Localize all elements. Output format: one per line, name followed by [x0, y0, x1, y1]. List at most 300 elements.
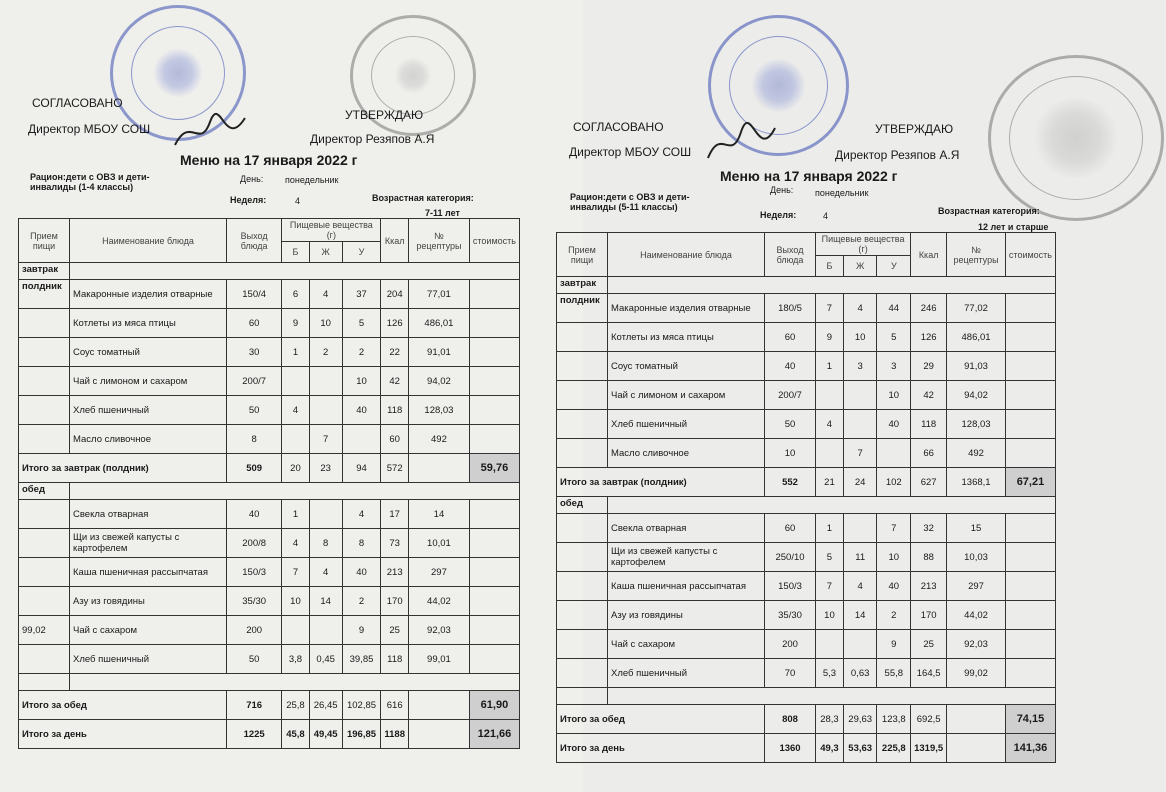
table-cell: Итого за день: [557, 734, 765, 763]
table-cell: 616: [381, 691, 409, 720]
table-cell: [19, 645, 70, 674]
table-cell: 37: [342, 280, 381, 309]
table-cell: 246: [911, 294, 947, 323]
table-cell: 10: [816, 601, 844, 630]
table-cell: [19, 674, 70, 691]
table-cell: 3,8: [282, 645, 309, 674]
table-cell: 50: [227, 396, 282, 425]
table-cell: 4: [843, 572, 877, 601]
table-cell: 8: [227, 425, 282, 454]
table-cell: 7: [843, 439, 877, 468]
table-cell: 44,02: [947, 601, 1006, 630]
col-cost: стоимость: [1005, 233, 1055, 277]
table-cell: 50: [765, 410, 816, 439]
table-cell: 55,8: [877, 659, 911, 688]
table-cell: [1005, 323, 1055, 352]
table-cell: Котлеты из мяса птицы: [608, 323, 765, 352]
table-cell: Итого за обед: [557, 705, 765, 734]
table-cell: [608, 497, 1056, 514]
table-cell: 297: [947, 572, 1006, 601]
table-cell: 9: [282, 309, 309, 338]
table-row: [557, 410, 1056, 439]
col-u: У: [342, 242, 381, 263]
table-row: [557, 543, 1056, 572]
table-cell: 9: [877, 630, 911, 659]
table-cell: 25: [381, 616, 409, 645]
table-cell: 44: [877, 294, 911, 323]
table-cell: 9: [816, 323, 844, 352]
table-cell: [469, 645, 519, 674]
table-cell: Свекла отварная: [608, 514, 765, 543]
table-cell: 49,3: [816, 734, 844, 763]
table-cell: 20: [282, 454, 309, 483]
age-label: Возрастная категория:: [372, 193, 474, 203]
table-cell: 213: [381, 558, 409, 587]
table-cell: 42: [381, 367, 409, 396]
table-cell: [843, 381, 877, 410]
table-cell: [469, 396, 519, 425]
week-value: 4: [823, 211, 829, 221]
table-cell: [19, 338, 70, 367]
table-cell: Каша пшеничная рассыпчатая: [608, 572, 765, 601]
col-zh: Ж: [843, 256, 877, 277]
table-cell: [409, 454, 470, 483]
table-cell: [469, 338, 519, 367]
table-cell: 10: [342, 367, 381, 396]
table-cell: 40: [342, 558, 381, 587]
table-cell: 42: [911, 381, 947, 410]
table-cell: [843, 410, 877, 439]
table-cell: [557, 323, 608, 352]
table-cell: [409, 691, 470, 720]
table-cell: Азу из говядины: [608, 601, 765, 630]
table-cell: 4: [342, 500, 381, 529]
table-cell: 40: [342, 396, 381, 425]
table-cell: 49,45: [309, 720, 342, 749]
table-cell: Хлеб пшеничный: [70, 645, 227, 674]
table-cell: 2: [342, 338, 381, 367]
table-row: [557, 630, 1056, 659]
col-meal: Прием пищи: [19, 219, 70, 263]
table-row: [19, 338, 520, 367]
table-cell: [557, 630, 608, 659]
table-cell: [19, 367, 70, 396]
week-label: Неделя:: [760, 210, 797, 220]
table-cell: 50: [227, 645, 282, 674]
table-cell: [557, 381, 608, 410]
table-cell: 225,8: [877, 734, 911, 763]
table-cell: 4: [282, 396, 309, 425]
table-cell: 29,63: [843, 705, 877, 734]
table-cell: [282, 616, 309, 645]
lunch-cost: 74,15: [1005, 705, 1055, 734]
table-cell: 126: [381, 309, 409, 338]
table-cell: 118: [381, 645, 409, 674]
breakfast-total-row: [557, 468, 1056, 497]
meal-afternoon: полдник: [557, 294, 608, 323]
table-cell: [19, 529, 70, 558]
table-cell: 60: [765, 323, 816, 352]
table-cell: 3: [877, 352, 911, 381]
col-meal: Прием пищи: [557, 233, 608, 277]
table-cell: 250/10: [765, 543, 816, 572]
table-cell: [947, 705, 1006, 734]
table-cell: [557, 601, 608, 630]
table-cell: [469, 587, 519, 616]
table-cell: 196,85: [342, 720, 381, 749]
week-value: 4: [295, 196, 301, 206]
table-cell: 180/5: [765, 294, 816, 323]
table-cell: 4: [843, 294, 877, 323]
table-cell: 40: [877, 572, 911, 601]
table-cell: [469, 425, 519, 454]
table-cell: 102,85: [342, 691, 381, 720]
table-cell: [469, 500, 519, 529]
table-cell: Соус томатный: [70, 338, 227, 367]
col-recipe: № рецептуры: [947, 233, 1006, 277]
table-row: [19, 645, 520, 674]
table-cell: 28,3: [816, 705, 844, 734]
table-cell: [309, 616, 342, 645]
director-signature: [170, 110, 250, 155]
table-cell: [843, 630, 877, 659]
table-cell: 73: [381, 529, 409, 558]
table-cell: 128,03: [409, 396, 470, 425]
table-cell: [309, 396, 342, 425]
table-cell: Чай с сахаром: [70, 616, 227, 645]
table-cell: 60: [227, 309, 282, 338]
table-cell: 123,8: [877, 705, 911, 734]
table-cell: 2: [877, 601, 911, 630]
table-cell: 29: [911, 352, 947, 381]
table-row: [557, 352, 1056, 381]
table-cell: 7: [309, 425, 342, 454]
table-cell: Итого за обед: [19, 691, 227, 720]
ration-label: Рацион:дети с ОВЗ и дети-инвалиды (1-4 классы): [30, 172, 150, 192]
table-cell: 2: [309, 338, 342, 367]
table-cell: Соус томатный: [608, 352, 765, 381]
menu-table: [556, 232, 1056, 763]
breakfast-cost: 59,76: [469, 454, 519, 483]
table-cell: 118: [911, 410, 947, 439]
table-cell: 88: [911, 543, 947, 572]
agreed-label: СОГЛАСОВАНО: [573, 120, 664, 134]
table-cell: [469, 280, 519, 309]
table-cell: 126: [911, 323, 947, 352]
table-cell: 4: [282, 529, 309, 558]
table-cell: 4: [816, 410, 844, 439]
table-cell: [282, 425, 309, 454]
table-cell: 10: [877, 543, 911, 572]
lunch-side-value: 99,02: [19, 616, 70, 645]
table-cell: 213: [911, 572, 947, 601]
table-cell: 26,45: [309, 691, 342, 720]
table-cell: 14: [409, 500, 470, 529]
day-total-row: [557, 734, 1056, 763]
table-cell: 1188: [381, 720, 409, 749]
table-row: [557, 439, 1056, 468]
table-cell: 200/8: [227, 529, 282, 558]
lunch-total-row: [19, 691, 520, 720]
table-cell: 60: [381, 425, 409, 454]
table-cell: Хлеб пшеничный: [70, 396, 227, 425]
table-row: [19, 425, 520, 454]
table-cell: 692,5: [911, 705, 947, 734]
table-cell: 25: [911, 630, 947, 659]
table-cell: 486,01: [409, 309, 470, 338]
table-cell: 77,02: [947, 294, 1006, 323]
table-cell: Хлеб пшеничный: [608, 659, 765, 688]
table-cell: 150/3: [765, 572, 816, 601]
age-value: 12 лет и старше: [978, 222, 1049, 232]
table-cell: [816, 381, 844, 410]
table-cell: [557, 572, 608, 601]
table-cell: 4: [309, 558, 342, 587]
col-name: Наименование блюда: [608, 233, 765, 277]
table-cell: 509: [227, 454, 282, 483]
table-cell: [70, 674, 520, 691]
lunch-cost: 61,90: [469, 691, 519, 720]
table-cell: [1005, 410, 1055, 439]
menu-title: Меню на 17 января 2022 г: [180, 152, 358, 168]
table-cell: [557, 688, 608, 705]
table-cell: 8: [309, 529, 342, 558]
table-cell: [1005, 543, 1055, 572]
table-cell: 297: [409, 558, 470, 587]
table-cell: [1005, 439, 1055, 468]
table-cell: 70: [765, 659, 816, 688]
table-cell: 91,03: [947, 352, 1006, 381]
table-cell: 45,8: [282, 720, 309, 749]
table-cell: 150/4: [227, 280, 282, 309]
table-row: [19, 558, 520, 587]
table-cell: [342, 425, 381, 454]
table-cell: [1005, 659, 1055, 688]
table-cell: 53,63: [843, 734, 877, 763]
agreed-label: СОГЛАСОВАНО: [32, 96, 123, 110]
table-row: [557, 294, 1056, 323]
table-cell: 2: [342, 587, 381, 616]
table-cell: 5,3: [816, 659, 844, 688]
director-signature: [703, 118, 783, 168]
table-cell: 492: [409, 425, 470, 454]
table-cell: 9: [342, 616, 381, 645]
table-cell: 66: [911, 439, 947, 468]
table-cell: 5: [342, 309, 381, 338]
table-cell: [70, 483, 520, 500]
table-cell: 1225: [227, 720, 282, 749]
table-cell: 23: [309, 454, 342, 483]
table-row: [19, 587, 520, 616]
meal-afternoon: полдник: [19, 280, 70, 309]
table-row: [557, 572, 1056, 601]
table-cell: 7: [816, 294, 844, 323]
table-cell: 5: [816, 543, 844, 572]
table-cell: Итого за завтрак (полдник): [19, 454, 227, 483]
table-cell: 94: [342, 454, 381, 483]
table-cell: Макаронные изделия отварные: [70, 280, 227, 309]
table-cell: 128,03: [947, 410, 1006, 439]
ration-label: Рацион:дети с ОВЗ и дети-инвалиды (5-11 классы): [570, 192, 690, 212]
table-cell: 44,02: [409, 587, 470, 616]
breakfast-total-row: [19, 454, 520, 483]
table-cell: 4: [309, 280, 342, 309]
table-cell: [309, 367, 342, 396]
table-cell: 118: [381, 396, 409, 425]
table-cell: 40: [877, 410, 911, 439]
table-cell: 77,01: [409, 280, 470, 309]
table-cell: 25,8: [282, 691, 309, 720]
table-cell: [557, 352, 608, 381]
day-cost: 141,36: [1005, 734, 1055, 763]
table-cell: [19, 425, 70, 454]
table-cell: Каша пшеничная рассыпчатая: [70, 558, 227, 587]
table-cell: [608, 277, 1056, 294]
table-cell: 99,01: [409, 645, 470, 674]
table-row: [19, 367, 520, 396]
table-cell: [557, 659, 608, 688]
table-cell: 170: [911, 601, 947, 630]
table-cell: [557, 439, 608, 468]
meal-breakfast: завтрак: [557, 277, 608, 294]
table-cell: 808: [765, 705, 816, 734]
table-cell: 1: [282, 500, 309, 529]
table-row: [19, 280, 520, 309]
day-label: День:: [240, 174, 264, 184]
table-cell: 21: [816, 468, 844, 497]
approved-by: Директор Резяпов А.Я: [310, 132, 435, 146]
table-cell: 94,02: [947, 381, 1006, 410]
table-cell: 11: [843, 543, 877, 572]
table-cell: Чай с лимоном и сахаром: [608, 381, 765, 410]
table-cell: 14: [843, 601, 877, 630]
table-cell: 200: [227, 616, 282, 645]
table-cell: Итого за завтрак (полдник): [557, 468, 765, 497]
table-cell: Азу из говядины: [70, 587, 227, 616]
table-row: [557, 601, 1056, 630]
col-kcal: Ккал: [381, 219, 409, 263]
table-cell: 0,63: [843, 659, 877, 688]
day-value: понедельник: [285, 175, 339, 185]
table-cell: 627: [911, 468, 947, 497]
table-cell: 32: [911, 514, 947, 543]
table-cell: 200/7: [227, 367, 282, 396]
table-cell: [947, 734, 1006, 763]
table-cell: [1005, 381, 1055, 410]
table-cell: [1005, 514, 1055, 543]
col-kcal: Ккал: [911, 233, 947, 277]
table-cell: 716: [227, 691, 282, 720]
table-cell: 30: [227, 338, 282, 367]
col-u: У: [877, 256, 911, 277]
col-name: Наименование блюда: [70, 219, 227, 263]
table-cell: 60: [765, 514, 816, 543]
table-cell: [1005, 572, 1055, 601]
table-cell: [557, 543, 608, 572]
table-row: [557, 323, 1056, 352]
table-cell: [19, 396, 70, 425]
table-cell: 10: [843, 323, 877, 352]
table-cell: 552: [765, 468, 816, 497]
table-row: [19, 529, 520, 558]
table-cell: [469, 616, 519, 645]
table-cell: [19, 309, 70, 338]
col-recipe: № рецептуры: [409, 219, 470, 263]
right-menu-sheet: [560, 0, 1166, 792]
menu-table: [18, 218, 520, 749]
table-cell: [469, 367, 519, 396]
table-cell: Чай с сахаром: [608, 630, 765, 659]
day-value: понедельник: [815, 188, 869, 198]
table-cell: Щи из свежей капусты с картофелем: [608, 543, 765, 572]
week-label: Неделя:: [230, 195, 267, 205]
table-cell: [469, 309, 519, 338]
table-cell: 200: [765, 630, 816, 659]
breakfast-cost: 67,21: [1005, 468, 1055, 497]
table-cell: 35/30: [227, 587, 282, 616]
day-total-row: [19, 720, 520, 749]
meal-breakfast: завтрак: [19, 263, 70, 280]
table-cell: [282, 367, 309, 396]
col-yield: Выход блюда: [227, 219, 282, 263]
table-cell: 1319,5: [911, 734, 947, 763]
table-cell: [843, 514, 877, 543]
table-cell: Масло сливочное: [608, 439, 765, 468]
table-cell: [557, 410, 608, 439]
table-cell: Макаронные изделия отварные: [608, 294, 765, 323]
table-cell: 91,01: [409, 338, 470, 367]
approved-by: Директор Резяпов А.Я: [835, 148, 960, 162]
col-b: Б: [282, 242, 309, 263]
table-cell: 170: [381, 587, 409, 616]
col-b: Б: [816, 256, 844, 277]
table-cell: [70, 263, 520, 280]
table-cell: 6: [282, 280, 309, 309]
table-cell: 5: [877, 323, 911, 352]
approved-label: УТВЕРЖДАЮ: [875, 122, 954, 136]
meal-lunch: обед: [557, 497, 608, 514]
approval-seal-stamp: [988, 55, 1164, 221]
table-cell: Чай с лимоном и сахаром: [70, 367, 227, 396]
col-yield: Выход блюда: [765, 233, 816, 277]
table-row: [19, 396, 520, 425]
table-cell: [19, 500, 70, 529]
col-nutrients: Пищевые вещества (г): [816, 233, 911, 256]
table-cell: 204: [381, 280, 409, 309]
table-cell: Итого за день: [19, 720, 227, 749]
table-cell: Свекла отварная: [70, 500, 227, 529]
agreed-by: Директор МБОУ СОШ: [569, 145, 692, 159]
table-cell: 24: [843, 468, 877, 497]
table-cell: 150/3: [227, 558, 282, 587]
table-row: [19, 309, 520, 338]
table-cell: [877, 439, 911, 468]
table-cell: 7: [816, 572, 844, 601]
age-value: 7-11 лет: [425, 208, 460, 218]
table-cell: 10: [765, 439, 816, 468]
table-cell: [608, 688, 1056, 705]
table-cell: [19, 558, 70, 587]
table-cell: [19, 587, 70, 616]
table-cell: 486,01: [947, 323, 1006, 352]
table-cell: 1368,1: [947, 468, 1006, 497]
table-cell: 492: [947, 439, 1006, 468]
table-cell: 1: [816, 352, 844, 381]
col-cost: стоимость: [469, 219, 519, 263]
table-cell: 10,01: [409, 529, 470, 558]
table-cell: 10,03: [947, 543, 1006, 572]
table-cell: 1: [282, 338, 309, 367]
